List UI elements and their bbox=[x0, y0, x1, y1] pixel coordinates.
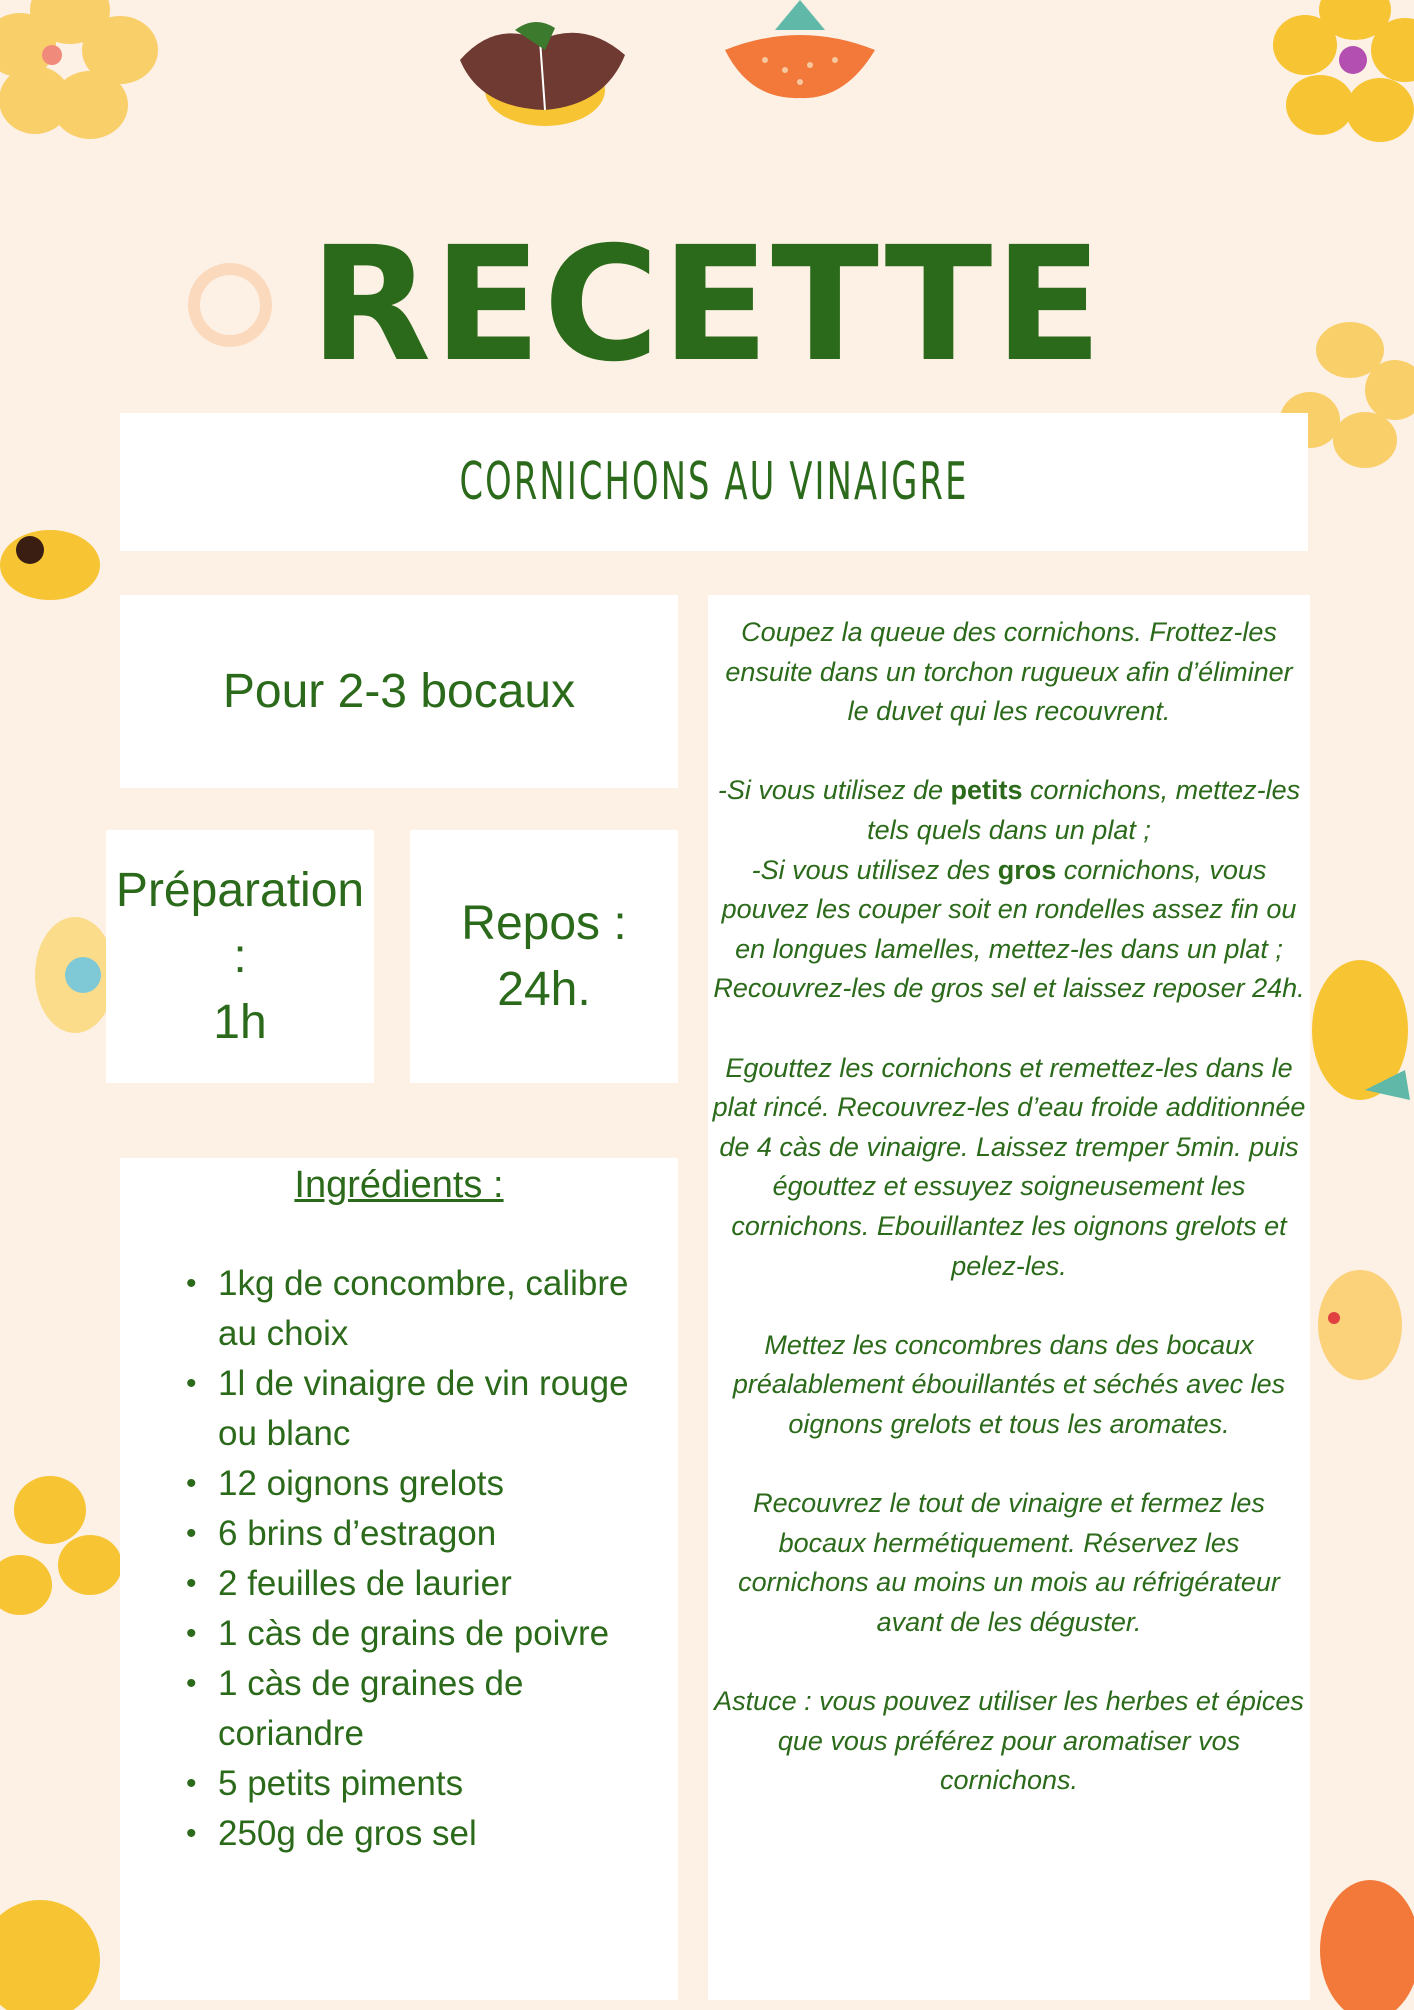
page-title: RECETTE bbox=[309, 213, 1105, 397]
list-item: • 1l de vinaigre de vin rouge ou blanc bbox=[218, 1359, 638, 1459]
instruction-step-2c: Recouvrez-les de gros sel et laissez reposer 24h. bbox=[713, 973, 1305, 1004]
instruction-step-2b-pre: -Si vous utilisez des bbox=[751, 854, 998, 885]
flower-top-left-icon bbox=[0, 0, 160, 150]
list-item: • 6 brins d’estragon bbox=[218, 1509, 638, 1559]
list-item: • 1kg de concombre, calibre au choix bbox=[218, 1259, 638, 1359]
list-item: • 1 càs de graines de coriandre bbox=[218, 1659, 638, 1759]
flower-top-brown-icon bbox=[455, 20, 630, 130]
flower-top-orange-icon bbox=[715, 0, 885, 100]
instruction-step-5: Recouvrez le tout de vinaigre et fermez les bocaux hermétiquement. Réservez les cornichons au moins un mois au réfrigérateur avant de les déguster. bbox=[738, 1488, 1280, 1637]
instruction-tip: Astuce : vous pouvez utiliser les herbes et épices que vous préférez pour aromatiser vos cornichons. bbox=[714, 1686, 1304, 1796]
list-item: • 2 feuilles de laurier bbox=[218, 1559, 638, 1609]
rest-box bbox=[410, 830, 678, 1083]
list-item: • 1 càs de grains de poivre bbox=[218, 1609, 638, 1659]
flower-right-orange-icon bbox=[1305, 950, 1414, 1120]
ingredients-box bbox=[120, 1158, 678, 2000]
ingredients-heading: Ingrédients : bbox=[294, 1164, 504, 1206]
flower-bottom-left-2-icon bbox=[0, 1880, 120, 2010]
instructions-box bbox=[708, 595, 1310, 2000]
instruction-step-1: Coupez la queue des cornichons. Frottez-les ensuite dans un torchon rugueux afin d’éliminer le duvet qui les recouvrent. bbox=[725, 617, 1293, 727]
flower-left-blue-center-icon bbox=[25, 910, 115, 1040]
flower-bottom-right-icon bbox=[1310, 1870, 1414, 2010]
preparation-label: Préparation : bbox=[115, 863, 365, 983]
instruction-step-2a-pre: -Si vous utilisez de bbox=[717, 775, 951, 806]
preparation-box bbox=[106, 830, 374, 1083]
flower-left-yellow-icon bbox=[0, 510, 110, 620]
instruction-step-2b-bold: gros bbox=[997, 854, 1057, 885]
instruction-step-2a-bold: petits bbox=[950, 775, 1023, 806]
instruction-step-3: Egouttez les cornichons et remettez-les dans le plat rincé. Recouvrez-les d’eau froide additionnée de 4 càs de vinaigre. Laissez tremper 5min. puis égouttez et essuyez soigneusement les cornichons. Ebouillantez les oignons grelots et pelez-les. bbox=[712, 1052, 1306, 1281]
recipe-name: CORNICHONS AU VINAIGRE bbox=[459, 452, 969, 512]
preparation-value: 1h bbox=[213, 995, 267, 1049]
list-item: • 12 oignons grelots bbox=[218, 1459, 638, 1509]
list-item: • 250g de gros sel bbox=[218, 1809, 638, 1859]
rest-value: 24h. bbox=[497, 962, 591, 1016]
rest-label: Repos : bbox=[461, 896, 627, 950]
yield-box bbox=[120, 595, 678, 788]
subtitle-banner bbox=[120, 413, 1308, 551]
instruction-step-2a-post: cornichons, mettez-les tels quels dans un plat ; bbox=[867, 775, 1301, 845]
flower-bottom-left-icon bbox=[0, 1470, 120, 1630]
ingredients-list bbox=[120, 1259, 678, 1859]
list-item: • 5 petits piments bbox=[218, 1759, 638, 1809]
yield-text: Pour 2-3 bocaux bbox=[222, 664, 576, 718]
instruction-step-4: Mettez les concombres dans des bocaux préalablement ébouillantés et séchés avec les oignons grelots et tous les aromates. bbox=[732, 1329, 1286, 1439]
flower-right-pale-icon bbox=[1310, 1260, 1410, 1390]
flower-top-right-icon bbox=[1270, 0, 1414, 150]
instruction-step-2 bbox=[712, 771, 1306, 1009]
instruction-step-2b-post: cornichons, vous pouvez les couper soit en rondelles assez fin ou en longues lamelles, mettez-les dans un plat ; bbox=[721, 854, 1297, 964]
